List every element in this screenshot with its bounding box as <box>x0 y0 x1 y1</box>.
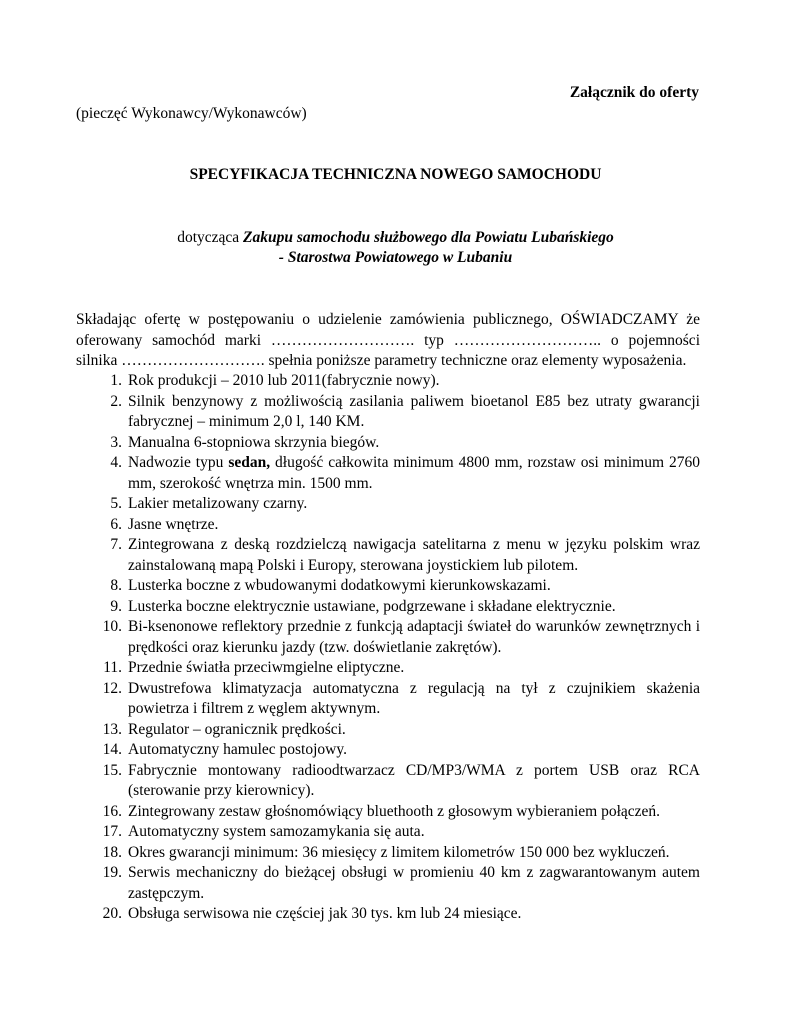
spec-item-text: Okres gwarancji minimum: 36 miesięcy z limitem kilometrów 150 000 bez wykluczeń. <box>128 843 670 861</box>
spec-item-number: 5. <box>110 495 122 512</box>
spec-item-text: Lakier metalizowany czarny. <box>128 495 308 512</box>
subject-prefix: dotycząca <box>177 229 244 246</box>
spec-item <box>76 494 700 515</box>
spec-item <box>76 433 700 454</box>
subject-line-1 <box>0 228 791 248</box>
spec-item-number: 12. <box>102 679 122 697</box>
spec-item-number: 7. <box>110 536 122 553</box>
spec-item <box>76 617 700 658</box>
spec-item-number: 19. <box>102 864 122 881</box>
spec-item-number: 2. <box>110 392 122 410</box>
spec-item-text <box>122 453 700 494</box>
contractor-stamp-note: (pieczęć Wykonawcy/Wykonawców) <box>76 105 307 122</box>
spec-item <box>76 576 700 597</box>
spec-item <box>76 822 700 843</box>
spec-item-text: Fabrycznie montowany radioodtwarzacz CD/MP3/WMA z portem USB oraz RCA (sterowanie przy kierownicy). <box>128 761 700 799</box>
spec-item-number: 13. <box>102 720 122 738</box>
spec-item-text: Automatyczny hamulec postojowy. <box>128 741 347 758</box>
document-title: SPECYFIKACJA TECHNICZNA NOWEGO SAMOCHODU <box>189 166 602 183</box>
spec-item <box>76 515 700 536</box>
spec-item <box>76 863 700 904</box>
spec-item-text-before: Nadwozie typu <box>128 454 229 471</box>
spec-item <box>76 392 700 433</box>
spec-item-number: 14. <box>102 741 122 758</box>
spec-item-number: 1. <box>110 372 122 389</box>
spec-item-text: Manualna 6-stopniowa skrzynia biegów. <box>128 433 380 451</box>
spec-item <box>76 761 700 802</box>
spec-item-number: 8. <box>110 577 122 594</box>
spec-item-text: Obsługa serwisowa nie częściej jak 30 tys. km lub 24 miesiące. <box>128 905 522 922</box>
spec-item-number: 20. <box>102 905 122 922</box>
spec-item <box>76 802 700 823</box>
spec-item-text: Rok produkcji – 2010 lub 2011(fabrycznie nowy). <box>128 372 440 389</box>
spec-item-number: 3. <box>110 433 122 451</box>
spec-item-text: Lusterka boczne elektrycznie ustawiane, podgrzewane i składane elektrycznie. <box>128 597 616 615</box>
declaration-paragraph: Składając ofertę w postępowaniu o udzielenie zamówienia publicznego, OŚWIADCZAMY że oferowany samochód marki ………………………. typ ……………………….. o pojemności silnika ………………………. spełnia poniższe parametry techniczne oraz elementy wyposażenia. <box>76 311 700 369</box>
spec-item-number: 15. <box>102 761 122 779</box>
spec-item-number: 6. <box>110 515 122 533</box>
subject-emphasis-1: Zakupu samochodu służbowego dla Powiatu Lubańskiego <box>243 229 614 246</box>
spec-item <box>76 453 700 494</box>
spec-item <box>76 371 700 392</box>
document-subject <box>0 228 791 268</box>
spec-item <box>76 597 700 618</box>
spec-item <box>76 904 700 925</box>
spec-item-number: 10. <box>102 618 122 635</box>
spec-item-text: Bi-ksenonowe reflektory przednie z funkcją adaptacji świateł do warunków zewnętrznych i prędkości oraz kierunku jazdy (tzw. doświetlanie zakrętów). <box>128 618 700 656</box>
spec-item <box>76 740 700 761</box>
spec-item-number: 16. <box>102 802 122 820</box>
spec-item-text: Przednie światła przeciwmgielne eliptyczne. <box>128 659 405 676</box>
spec-item-text: Lusterka boczne z wbudowanymi dodatkowymi kierunkowskazami. <box>128 577 551 594</box>
spec-item-text: Regulator – ogranicznik prędkości. <box>128 720 346 738</box>
spec-item-number: 9. <box>110 597 122 615</box>
spec-item-text: Dwustrefowa klimatyzacja automatyczna z regulacją na tył z czujnikiem skażenia powietrza i filtrem z węglem aktywnym. <box>128 679 700 717</box>
spec-item <box>76 658 700 679</box>
spec-item <box>76 843 700 864</box>
spec-item-text: Zintegrowana z deską rozdzielczą nawigacja satelitarna z menu w języku polskim wraz zainstalowaną mapą Polski i Europy, sterowana joystickiem lub pilotem. <box>128 536 700 574</box>
spec-item <box>76 679 700 720</box>
spec-item-number: 11. <box>103 659 122 676</box>
spec-item-text: Silnik benzynowy z możliwością zasilania paliwem bioetanol E85 bez utraty gwarancji fabrycznej – minimum 2,0 l, 140 KM. <box>128 392 700 430</box>
spec-item <box>76 535 700 576</box>
spec-item-text: Jasne wnętrze. <box>128 515 219 533</box>
subject-line-2 <box>0 248 791 268</box>
spec-item-number: 17. <box>102 823 122 840</box>
spec-item <box>76 720 700 741</box>
annex-label: Załącznik do oferty <box>569 84 699 101</box>
spec-item-number: 18. <box>102 843 122 861</box>
subject-emphasis-2: - Starostwa Powiatowego w Lubaniu <box>278 249 513 266</box>
spec-item-text-bold: sedan, <box>228 454 271 471</box>
spec-item-text: Automatyczny system samozamykania się auta. <box>128 823 425 840</box>
spec-item-text: Serwis mechaniczny do bieżącej obsługi w promieniu 40 km z zagwarantowanym autem zastępczym. <box>128 864 700 902</box>
spec-item-text-after: długość całkowita minimum 4800 mm, rozstaw osi minimum 2760 mm, szerokość wnętrza min. 1500 mm. <box>128 454 700 492</box>
specification-list <box>76 371 700 925</box>
spec-item-number: 4. <box>110 454 122 471</box>
spec-item-text: Zintegrowany zestaw głośnomówiący bluethooth z głosowym wybieraniem połączeń. <box>128 802 661 820</box>
